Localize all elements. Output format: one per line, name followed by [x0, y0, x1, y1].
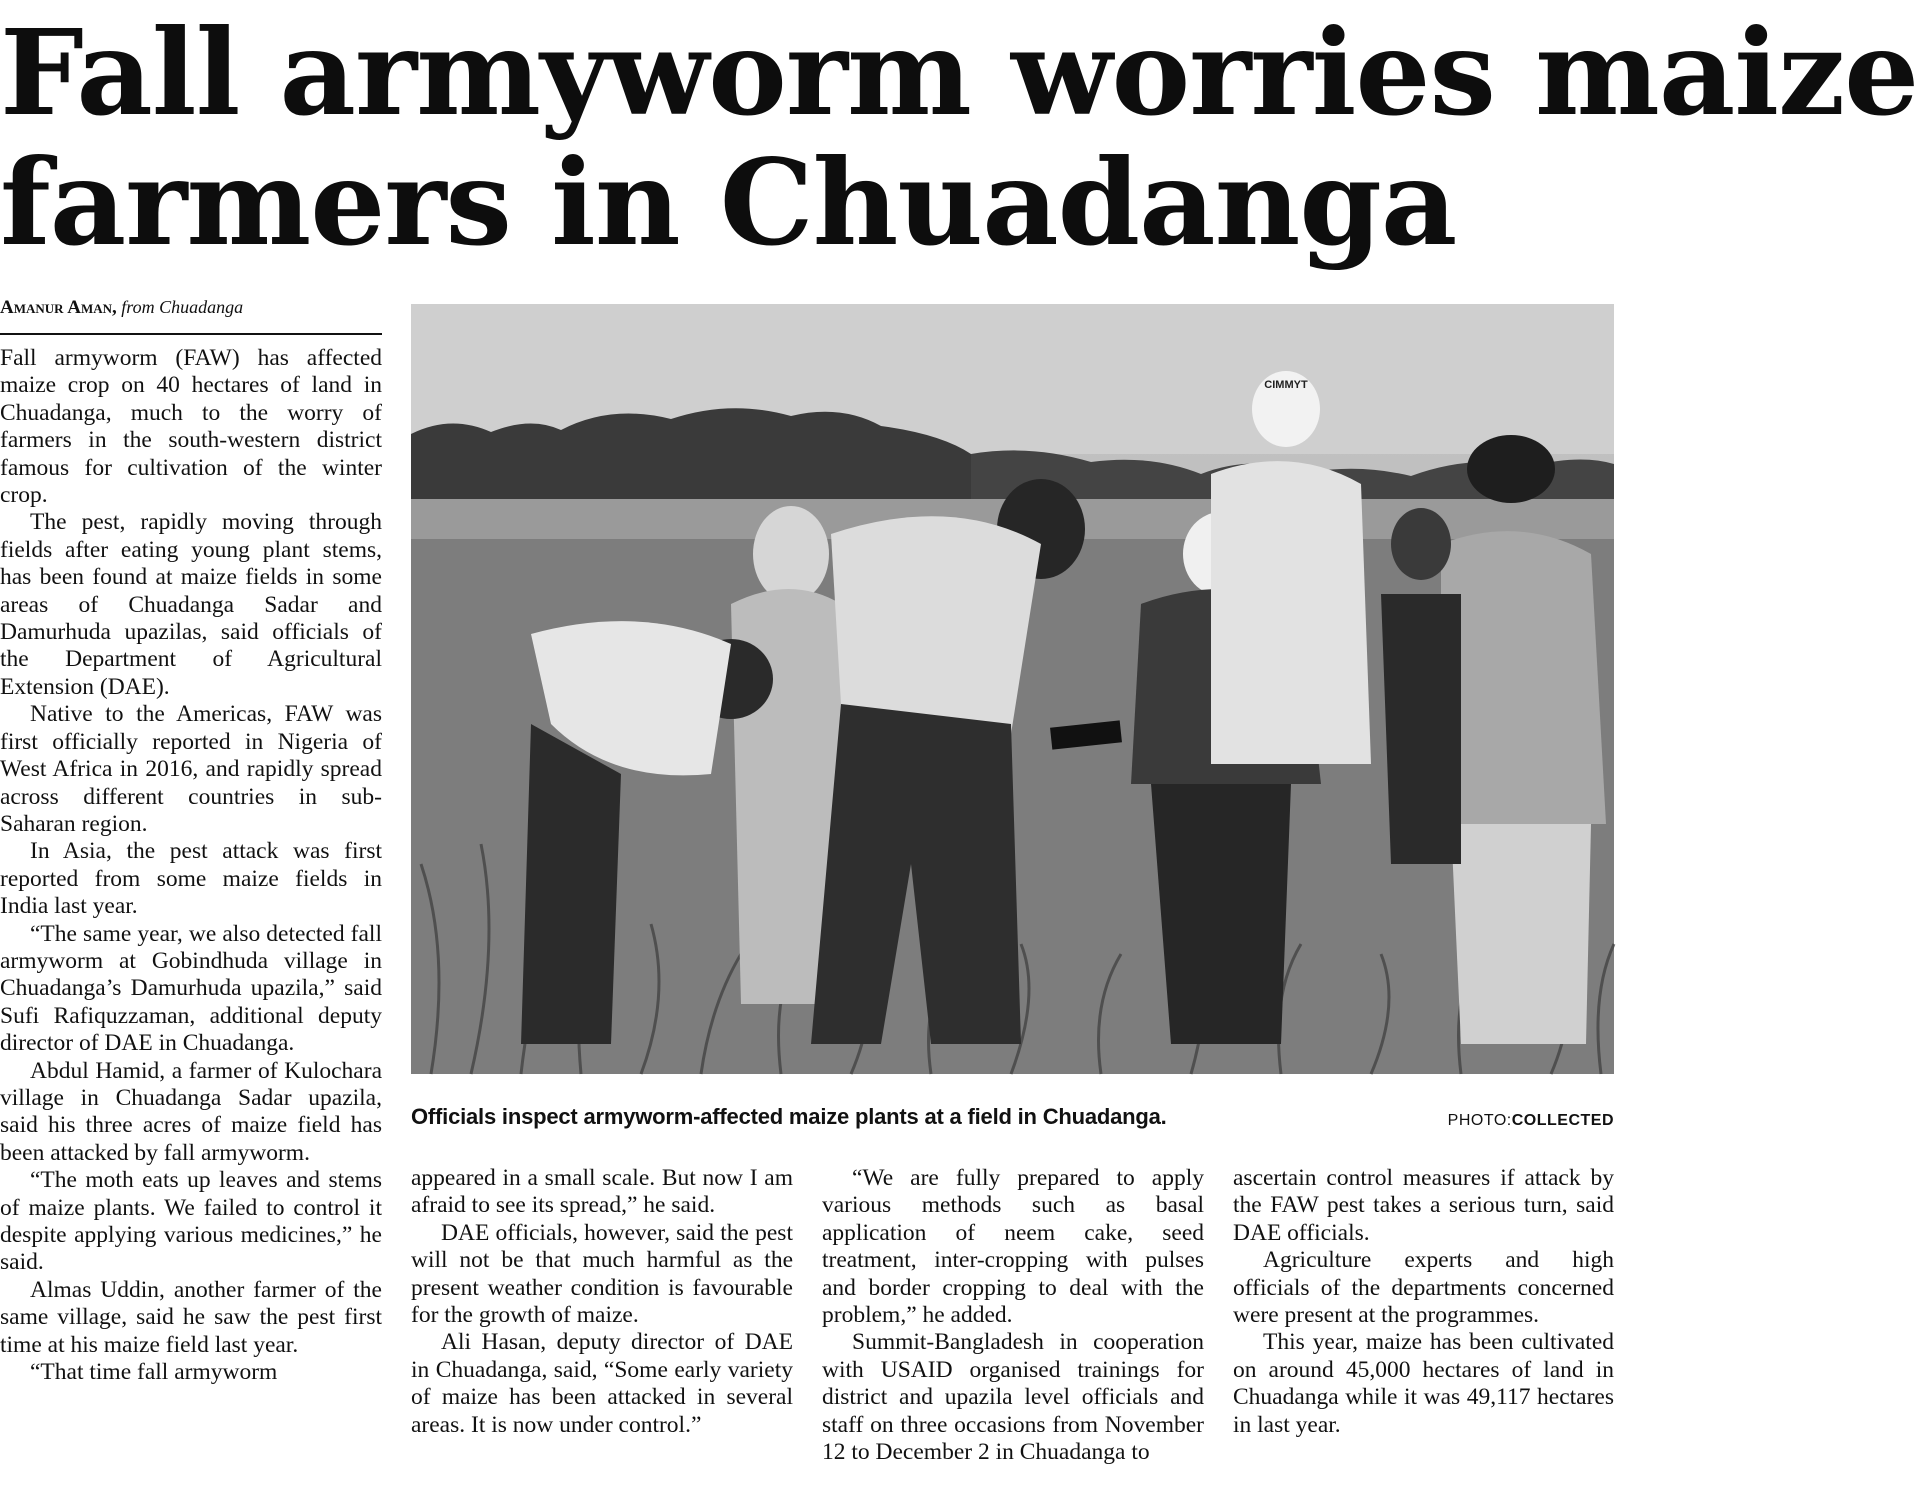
paragraph: “The moth eats up leaves and stems of maize plants. We failed to control it despite applying various medicines,” he said.: [0, 1167, 382, 1276]
photo-credit-name: COLLECTED: [1511, 1112, 1614, 1129]
paragraph: Agriculture experts and high officials of the departments concerned were present at the programmes.: [1233, 1247, 1614, 1329]
article-column-1: [0, 345, 382, 1386]
paragraph: “The same year, we also detected fall armyworm at Gobindhuda village in Chuadanga’s Damurhuda upazila,” said Sufi Rafiquzzaman, additional deputy director of DAE in Chuadanga.: [0, 920, 382, 1057]
paragraph: ascertain control measures if attack by the FAW pest takes a serious turn, said DAE officials.: [1233, 1165, 1614, 1246]
paragraph: “That time fall armyworm: [30, 1359, 278, 1386]
paragraph: DAE officials, however, said the pest will not be that much harmful as the present weather condition is favourable for the growth of maize.: [411, 1219, 793, 1329]
byline: [0, 296, 380, 319]
headline-line-1: Fall armyworm worries maize: [0, 3, 1918, 142]
cap-logo-text: CIMMYT: [1264, 379, 1308, 391]
paragraph: Fall armyworm (FAW) has affected maize crop on 40 hectares of land in Chuadanga, much to the worry of farmers in the south-western district famous for cultivation of the winter crop.: [0, 345, 382, 509]
article-column-3: [822, 1165, 1204, 1466]
paragraph: Native to the Americas, FAW was first officially reported in Nigeria of West Africa in 2016, and rapidly spread across different countries in sub-Saharan region.: [0, 701, 382, 837]
photo-caption: Officials inspect armyworm-affected maize plants at a field in Chuadanga.: [411, 1104, 1167, 1129]
byline-location: from Chuadanga: [121, 297, 244, 317]
byline-rule: [0, 333, 382, 335]
byline-author: Amanur Aman,: [0, 297, 117, 318]
news-photo: [411, 304, 1614, 1074]
photo-credit: [1448, 1111, 1614, 1131]
article-column-2: [411, 1165, 793, 1439]
photo-credit-label: PHOTO:: [1447, 1112, 1512, 1129]
paragraph: Almas Uddin, another farmer of the same village, said he saw the pest first time at his maize field last year.: [0, 1276, 382, 1358]
paragraph: Abdul Hamid, a farmer of Kulochara village in Chuadanga Sadar upazila, said his three acres of maize field has been attacked by fall armyworm.: [0, 1057, 382, 1166]
photo-illustration: [411, 304, 1614, 1074]
paragraph: In Asia, the pest attack was first reported from some maize fields in India last year.: [0, 838, 382, 920]
paragraph: appeared in a small scale. But now I am afraid to see its spread,” he said.: [411, 1165, 793, 1219]
headline: [0, 3, 1918, 272]
article-column-4: [1233, 1165, 1614, 1439]
paragraph: Summit-Bangladesh in cooperation with USAID organised trainings for district and upazila level officials and staff on three occasions from November 12 to December 2 in Chuadanga to: [822, 1329, 1204, 1466]
paragraph: This year, maize has been cultivated on around 45,000 hectares of land in Chuadanga while it was 49,117 hectares in last year.: [1233, 1329, 1614, 1438]
paragraph: The pest, rapidly moving through fields after eating young plant stems, has been found at maize fields in some areas of Chuadanga Sadar and Damurhuda upazilas, said officials of the Department of Agricultural Extension (DAE).: [0, 509, 382, 700]
headline-line-2: farmers in Chuadanga: [0, 133, 1457, 272]
paragraph: Ali Hasan, deputy director of DAE in Chuadanga, said, “Some early variety of maize has been attacked in several areas. It is now under control.”: [411, 1329, 793, 1438]
paragraph: “We are fully prepared to apply various methods such as basal application of neem cake, seed treatment, inter-cropping with pulses and border cropping to deal with the problem,” he added.: [822, 1165, 1204, 1329]
